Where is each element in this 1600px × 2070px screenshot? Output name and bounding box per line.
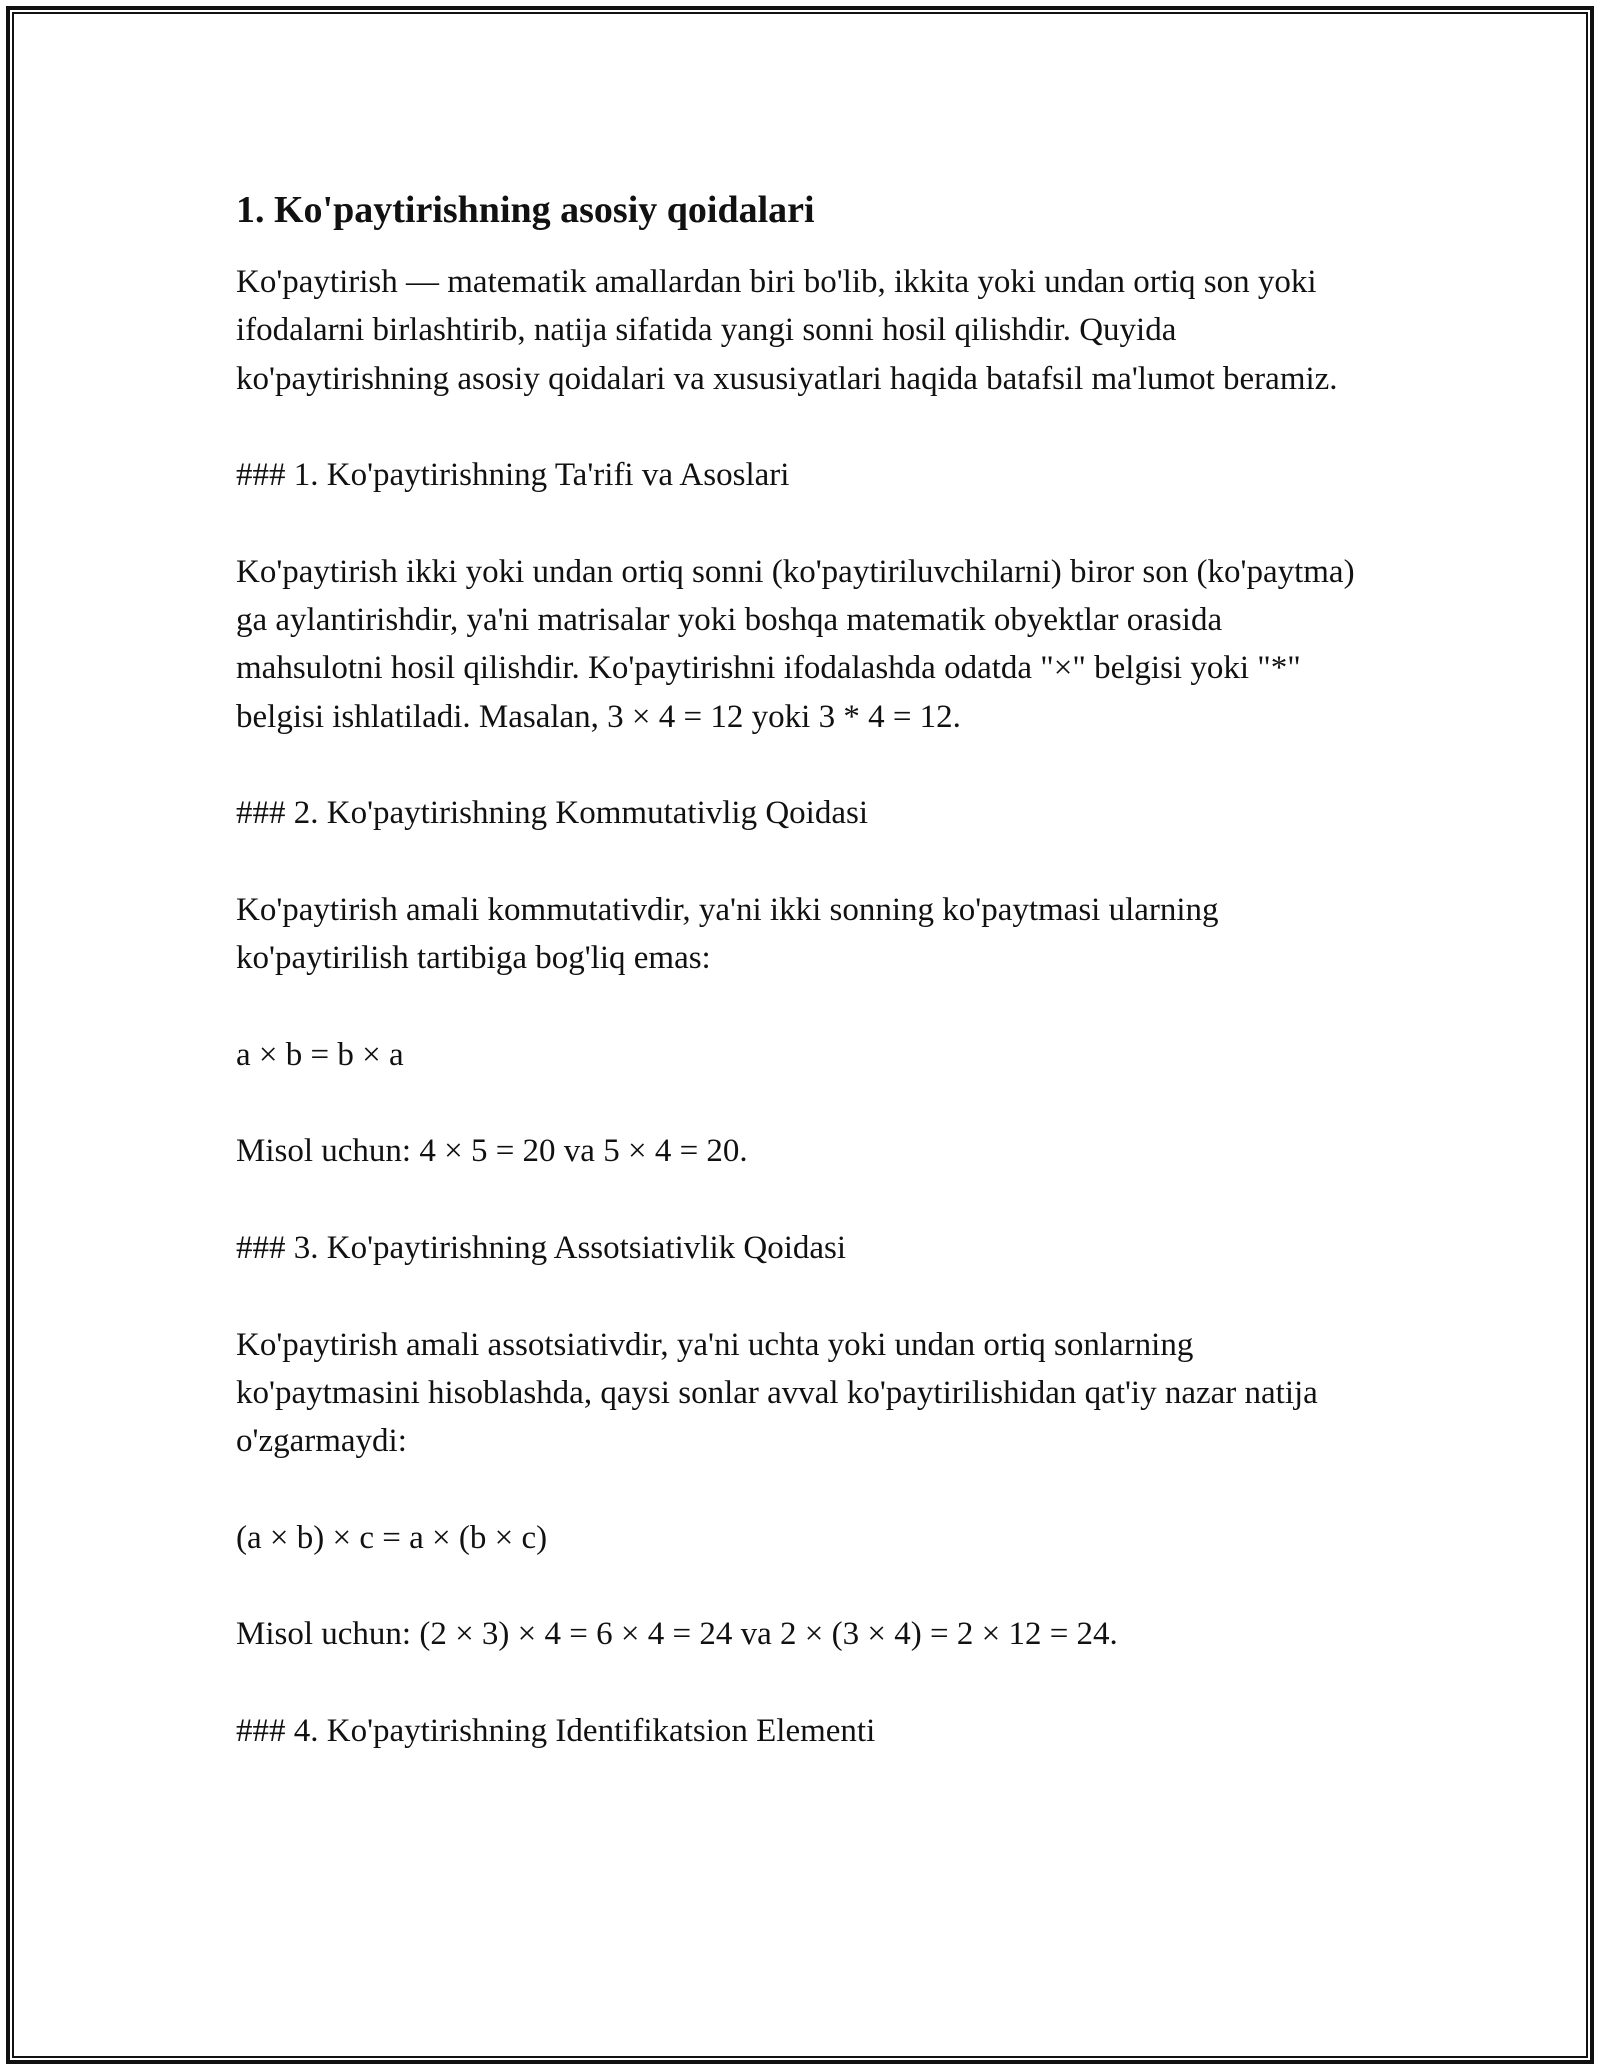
document-title: 1. Ko'paytirishning asosiy qoidalari bbox=[236, 189, 815, 231]
associative-paragraph: Ko'paytirish amali assotsiativdir, ya'ni uchta yoki undan ortiq sonlarning ko'paytmasini hisoblashda, qaysi sonlar avval ko'paytirilishidan qat'iy nazar natija o'zgarmaydi: bbox=[236, 1326, 1327, 1460]
associative-formula: (a × b) × c = a × (b × c) bbox=[236, 1519, 548, 1556]
section-heading-1: ### 1. Ko'paytirishning Ta'rifi va Asoslari bbox=[236, 457, 790, 494]
document-body bbox=[236, 186, 1366, 1804]
commutative-paragraph: Ko'paytirish amali kommutativdir, ya'ni ikki sonning ko'paytmasi ularning ko'paytirilish tartibiga bog'liq emas: bbox=[236, 891, 1227, 977]
intro-paragraph: Ko'paytirish — matematik amallardan biri bo'lib, ikkita yoki undan ortiq son yoki ifodalarni birlashtirib, natija sifatida yangi sonni hosil qilishdir. Quyida ko'paytirishning asosiy qoidalari va xususiyatlari haqida batafsil ma'lumot beramiz. bbox=[236, 264, 1338, 397]
definition-paragraph: Ko'paytirish ikki yoki undan ortiq sonni (ko'paytiriluvchilarni) biror son (ko'paytma) ga aylantirishdir, ya'ni matrisalar yoki boshqa matematik obyektlar orasida mahsulotni hosil qilishdir. Ko'paytirishni ifodalashda odatda "×" belgisi yoki "*" belgisi ishlatiladi. Masalan, 3 × 4 = 12 yoki 3 * 4 = 12. bbox=[236, 553, 1363, 735]
section-heading-3: ### 3. Ko'paytirishning Assotsiativlik Qoidasi bbox=[236, 1229, 847, 1266]
associative-example: Misol uchun: (2 × 3) × 4 = 6 × 4 = 24 va 2 × (3 × 4) = 2 × 12 = 24. bbox=[236, 1616, 1118, 1653]
commutative-formula: a × b = b × a bbox=[236, 1036, 404, 1073]
section-heading-4: ### 4. Ko'paytirishning Identifikatsion Elementi bbox=[236, 1712, 876, 1749]
section-heading-2: ### 2. Ko'paytirishning Kommutativlig Qoidasi bbox=[236, 795, 868, 832]
commutative-example: Misol uchun: 4 × 5 = 20 va 5 × 4 = 20. bbox=[236, 1133, 748, 1170]
